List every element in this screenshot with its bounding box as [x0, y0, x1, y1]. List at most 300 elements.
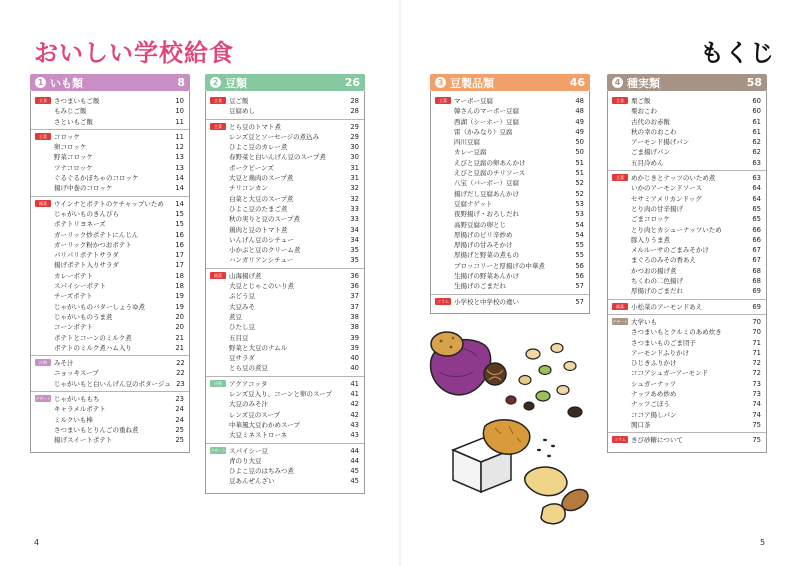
toc-entry[interactable]: [631, 410, 766, 420]
section-tag-label: コラム: [612, 436, 628, 443]
recipe-title: ごま揚げパン: [631, 148, 670, 157]
recipe-page: 32: [350, 184, 359, 193]
recipe-page: 53: [575, 199, 584, 208]
section-tag-label: 主菜: [210, 123, 226, 130]
recipe-page: 69: [752, 287, 761, 296]
recipe-title: セサミアメリカンドッグ: [631, 194, 702, 203]
section-tag-label: 副菜: [35, 200, 51, 207]
toc-entry[interactable]: [631, 117, 766, 127]
toc-entry[interactable]: [229, 291, 364, 301]
recipe-title: 青のり大豆: [229, 456, 262, 465]
toc-section: [31, 356, 189, 392]
recipe-title: 大豆みそ: [229, 302, 255, 311]
recipe-title: ウインナとポテトのケチャップいため: [54, 199, 164, 208]
toc-entry[interactable]: [454, 158, 589, 168]
recipe-title: 雷（かみなり）豆腐: [454, 127, 513, 136]
toc-entry[interactable]: [454, 297, 589, 307]
toc-entry[interactable]: [54, 132, 189, 142]
recipe-title: メルルーサのごまみそかけ: [631, 246, 709, 255]
recipe-page: 37: [350, 302, 359, 311]
category-page: 26: [344, 76, 360, 89]
section-tag: [612, 436, 628, 445]
recipe-title: 小学校と中学校の違い: [454, 297, 519, 306]
recipe-page: 25: [175, 436, 184, 445]
book-title: おいしい学校給食: [34, 39, 234, 67]
toc-entry[interactable]: [454, 240, 589, 250]
toc-entry[interactable]: [454, 127, 589, 137]
section-tag-label: 主菜: [435, 97, 451, 104]
recipe-page: 41: [350, 390, 359, 399]
category-page: 58: [746, 76, 762, 89]
toc-entry[interactable]: [229, 333, 364, 343]
toc-entry[interactable]: [54, 394, 189, 404]
toc-entry[interactable]: [229, 399, 364, 409]
recipe-title: ごまコロッケ: [631, 215, 670, 224]
recipe-page: 44: [350, 446, 359, 455]
recipe-page: 19: [175, 292, 184, 301]
recipe-page: 28: [350, 97, 359, 105]
section-tag: [210, 380, 226, 441]
recipe-title: ポークビーンズ: [229, 163, 274, 172]
recipe-page: 71: [752, 338, 761, 347]
recipe-page: 54: [575, 220, 584, 229]
toc-entry[interactable]: [54, 106, 189, 116]
recipe-page: 12: [175, 143, 184, 152]
toc-entry[interactable]: [631, 214, 766, 224]
toc-entry[interactable]: [631, 235, 766, 245]
recipe-page: 40: [350, 364, 359, 373]
recipe-title: 野菜コロッケ: [54, 153, 93, 162]
section-tag: [35, 200, 51, 353]
recipe-page: 75: [752, 436, 761, 445]
toc-entry[interactable]: [454, 281, 589, 291]
toc-entry[interactable]: [54, 291, 189, 301]
section-tag: [35, 133, 51, 194]
section-tag: [35, 97, 51, 127]
recipe-page: 43: [350, 431, 359, 440]
toc-section: [31, 94, 189, 130]
toc-entry[interactable]: [454, 220, 589, 230]
section-tag: [35, 395, 51, 445]
toc-entry[interactable]: [229, 420, 364, 430]
recipe-page: 70: [752, 328, 761, 337]
toc-entry[interactable]: [631, 106, 766, 116]
category-number: 4: [612, 77, 623, 88]
toc-entry[interactable]: [631, 368, 766, 378]
toc-entry[interactable]: [54, 415, 189, 425]
toc-entry[interactable]: [54, 343, 189, 353]
recipe-page: 62: [752, 138, 761, 147]
toc-entry[interactable]: [54, 425, 189, 435]
recipe-title: きび砂糖について: [631, 436, 683, 445]
toc-entry[interactable]: [54, 358, 190, 368]
toc-entry[interactable]: [229, 245, 364, 255]
recipe-title: 豚入りうま煮: [631, 235, 670, 244]
section-tag-label: 主菜: [612, 174, 628, 181]
recipe-page: 68: [752, 266, 761, 275]
toc-entry[interactable]: [631, 317, 766, 327]
toc-entry[interactable]: [454, 96, 589, 106]
potato-icon: [431, 332, 463, 356]
recipe-title: 栗おこわ: [631, 107, 657, 116]
recipe-page: 19: [175, 302, 184, 311]
recipe-page: 74: [752, 400, 761, 409]
toc-entry[interactable]: [631, 147, 766, 157]
toc-entry[interactable]: [54, 271, 189, 281]
recipe-page: 18: [175, 271, 184, 280]
recipe-title: じゃがいものバターしょうゆ煮: [54, 302, 145, 311]
toc-entry[interactable]: [229, 379, 364, 389]
recipe-title: さつまいもご飯: [54, 97, 100, 105]
toc-entry[interactable]: [229, 281, 364, 291]
toc-entry[interactable]: [54, 209, 189, 219]
recipe-title: まぐろのみその香あえ: [631, 256, 696, 265]
recipe-title: いかのアーモンドソース: [631, 184, 702, 193]
recipe-page: 57: [575, 297, 584, 306]
toc-entry[interactable]: [54, 230, 189, 240]
toc-entry[interactable]: [229, 142, 364, 152]
recipe-page: 18: [175, 282, 184, 291]
toc-entry[interactable]: [631, 173, 766, 183]
recipe-page: 34: [350, 225, 359, 234]
recipe-title: 豆ご飯: [229, 97, 249, 105]
recipe-title: スパイシーポテト: [54, 282, 106, 291]
toc-entry[interactable]: [54, 142, 189, 152]
recipe-page: 49: [575, 117, 584, 126]
recipe-title: チーズポテト: [54, 292, 93, 301]
toc-entry[interactable]: [631, 245, 766, 255]
recipe-page: 24: [175, 405, 184, 414]
recipe-page: 20: [175, 312, 184, 321]
recipe-title: 煮豆: [229, 312, 242, 321]
recipe-title: さつまいもとりんごの重ね煮: [54, 425, 139, 434]
recipe-title: 高野豆腐の卵とじ: [454, 220, 506, 229]
toc-entry[interactable]: [229, 194, 364, 204]
toc-entry[interactable]: [631, 96, 766, 106]
toc-entry[interactable]: [229, 476, 364, 486]
category-number: 1: [35, 77, 46, 88]
toc-entry[interactable]: [229, 173, 364, 183]
toc-entry[interactable]: [454, 250, 589, 260]
toc-entry[interactable]: [229, 389, 364, 399]
section-tag: [612, 318, 628, 430]
recipe-title: じゃがいものきんぴら: [54, 209, 119, 218]
toc-entry[interactable]: [54, 333, 189, 343]
recipe-title: かつおの揚げ煮: [631, 266, 677, 275]
recipe-title: ポテトのミルク煮ハム入り: [54, 343, 132, 352]
toc-entry[interactable]: [454, 261, 589, 271]
recipe-title: アーモンド揚げパン: [631, 138, 690, 147]
toc-entry[interactable]: [229, 225, 364, 235]
toc-entry[interactable]: [229, 183, 364, 193]
toc-entry[interactable]: [631, 358, 766, 368]
toc-entry[interactable]: [229, 322, 364, 332]
toc-entry[interactable]: [631, 137, 766, 147]
recipe-title: ガーリック粉かつおポテト: [54, 240, 132, 249]
toc-entry[interactable]: [54, 240, 189, 250]
recipe-title: レンズ豆とソーセージの煮込み: [229, 132, 320, 141]
recipe-title: 四川豆腐: [454, 138, 480, 147]
toc-entry[interactable]: [229, 430, 364, 440]
recipe-title: ひよこ豆のカレー煮: [229, 143, 288, 152]
toc-column-imo: [30, 74, 190, 453]
toc-entry[interactable]: [54, 96, 189, 106]
section-tag: [210, 447, 226, 487]
page-number-left: 4: [34, 538, 40, 547]
toc-entry[interactable]: [54, 302, 189, 312]
toc-entry[interactable]: [454, 178, 589, 188]
recipe-page: 22: [176, 359, 185, 368]
recipe-page: 52: [575, 179, 584, 188]
recipe-title: シュガーナッツ: [631, 379, 677, 388]
recipe-title: 大豆とじゃこのいり煮: [229, 282, 294, 291]
toc-column-tane: [607, 74, 767, 453]
recipe-page: 67: [752, 256, 761, 265]
toc-entry[interactable]: [54, 199, 189, 209]
recipe-title: 生揚げの野菜あんかけ: [454, 272, 519, 281]
toc-entry[interactable]: [54, 163, 189, 173]
toc-entry[interactable]: [631, 266, 766, 276]
recipe-page: 43: [350, 420, 359, 429]
toc-entry[interactable]: [54, 435, 189, 445]
section-tag: [210, 123, 226, 266]
toc-entry[interactable]: [229, 446, 364, 456]
toc-entry[interactable]: [454, 230, 589, 240]
toc-entry[interactable]: [454, 106, 589, 116]
toc-entry[interactable]: [631, 194, 766, 204]
toc-entry[interactable]: [454, 209, 589, 219]
recipe-page: 60: [752, 97, 761, 105]
section-tag-label: 副菜: [612, 303, 628, 310]
toc-entry[interactable]: [631, 435, 766, 445]
section-tag-label: 副菜: [210, 272, 226, 279]
toc-section: [608, 171, 766, 300]
section-tag-label: 主菜: [35, 133, 51, 140]
recipe-title: 揚げスイートポテト: [54, 436, 113, 445]
section-tag: [35, 359, 51, 389]
toc-entry[interactable]: [54, 404, 189, 414]
recipe-page: 56: [575, 261, 584, 270]
category-title: 種実類: [627, 76, 660, 90]
toc-entry[interactable]: [631, 338, 766, 348]
toc-entry[interactable]: [454, 137, 589, 147]
recipe-page: 45: [350, 477, 359, 486]
recipe-page: 37: [350, 292, 359, 301]
recipe-title: 大豆のみそ汁: [229, 400, 268, 409]
recipe-page: 72: [752, 359, 761, 368]
recipe-title: 古代のお赤飯: [631, 117, 670, 126]
recipe-title: ガーリック炒ポテトにんじん: [54, 230, 139, 239]
recipe-title: マーボー豆腐: [454, 97, 493, 105]
toc-entry[interactable]: [454, 189, 589, 199]
toc-entry[interactable]: [631, 204, 766, 214]
recipe-title: レンズ豆入り、コーンと卵のスープ: [229, 390, 332, 399]
recipe-title: 小松菜のアーモンドあえ: [631, 302, 703, 311]
recipe-title: コロッケ: [54, 132, 80, 141]
toc-entry[interactable]: [54, 312, 189, 322]
recipe-page: 55: [575, 251, 584, 260]
recipe-page: 51: [575, 169, 584, 178]
toc-entry[interactable]: [631, 127, 766, 137]
recipe-page: 24: [175, 415, 184, 424]
recipe-page: 48: [575, 97, 584, 105]
toc-entry[interactable]: [229, 96, 364, 106]
recipe-page: 66: [752, 225, 761, 234]
toc-entry[interactable]: [631, 158, 766, 168]
toc-entry[interactable]: [229, 122, 364, 132]
recipe-title: とり肉とカシューナッツいため: [631, 225, 722, 234]
recipe-page: 63: [752, 174, 761, 183]
recipe-page: 71: [752, 348, 761, 357]
toc-column-mame: [205, 74, 365, 494]
category-body: [607, 91, 767, 453]
sesame-seeds-icon: [537, 439, 555, 457]
toc-section: [31, 130, 189, 197]
recipe-title: ちくわの二色揚げ: [631, 277, 683, 286]
toc-section: [608, 433, 766, 447]
toc-entry[interactable]: [631, 183, 766, 193]
toc-entry[interactable]: [631, 302, 766, 312]
toc-entry[interactable]: [631, 327, 766, 337]
recipe-page: 64: [752, 194, 761, 203]
toc-entry[interactable]: [54, 281, 189, 291]
toc-entry[interactable]: [229, 302, 364, 312]
recipe-page: 41: [350, 379, 359, 388]
page-gutter: [399, 0, 401, 566]
toc-entry[interactable]: [229, 353, 364, 363]
category-header: [607, 74, 767, 91]
recipe-page: 30: [350, 153, 359, 162]
recipe-title: 揚げ中巻のコロッケ: [54, 184, 113, 193]
toc-section: [206, 94, 364, 120]
toc-entry[interactable]: [631, 276, 766, 286]
recipe-title: ナッツごぼう: [631, 400, 670, 409]
recipe-title: ポテトリヨネーズ: [54, 220, 106, 229]
toc-entry[interactable]: [631, 255, 766, 265]
toc-entry[interactable]: [54, 173, 189, 183]
toc-entry[interactable]: [454, 271, 589, 281]
recipe-title: 大学いも: [631, 317, 657, 326]
recipe-page: 38: [350, 323, 359, 332]
toc-entry[interactable]: [631, 348, 766, 358]
food-illustration: [425, 322, 595, 532]
toc-entry[interactable]: [631, 389, 766, 399]
toc-entry[interactable]: [229, 214, 364, 224]
toc-entry[interactable]: [631, 225, 766, 235]
toc-entry[interactable]: [229, 204, 364, 214]
recipe-title: ぶどう豆: [229, 292, 255, 301]
recipe-title: 韓さんのマーボー豆腐: [454, 107, 519, 116]
recipe-page: 21: [175, 333, 184, 342]
toc-entry[interactable]: [229, 235, 364, 245]
toc-entry[interactable]: [454, 147, 589, 157]
recipe-page: 45: [350, 467, 359, 476]
toc-entry[interactable]: [229, 410, 364, 420]
toc-entry[interactable]: [631, 399, 766, 409]
recipe-title: みそ汁: [54, 359, 74, 368]
toc-entry[interactable]: [631, 379, 766, 389]
category-title: 豆製品類: [450, 76, 494, 90]
recipe-page: 30: [350, 143, 359, 152]
toc-entry[interactable]: [229, 312, 364, 322]
section-tag-label: デザート: [210, 447, 226, 453]
toc-entry[interactable]: [631, 420, 766, 430]
toc-entry[interactable]: [54, 260, 189, 270]
toc-entry[interactable]: [229, 255, 364, 265]
toc-section: [206, 269, 364, 377]
recipe-page: 14: [175, 199, 184, 208]
recipe-page: 68: [752, 277, 761, 286]
recipe-page: 61: [752, 127, 761, 136]
category-body: [430, 91, 590, 314]
recipe-page: 17: [175, 261, 184, 270]
toc-entry[interactable]: [229, 363, 364, 373]
recipe-page: 33: [350, 204, 359, 213]
category-title: いも類: [50, 76, 83, 90]
recipe-title: もみじご飯: [54, 107, 87, 116]
toc-entry[interactable]: [229, 271, 364, 281]
toc-entry[interactable]: [229, 106, 364, 116]
recipe-page: 63: [752, 158, 761, 167]
toc-entry[interactable]: [229, 466, 364, 476]
recipe-page: 73: [752, 379, 761, 388]
recipe-page: 57: [575, 282, 584, 291]
recipe-page: 44: [350, 456, 359, 465]
category-page: 46: [569, 76, 585, 89]
toc-entry[interactable]: [229, 343, 364, 353]
category-header: [205, 74, 365, 91]
section-tag: [210, 272, 226, 374]
toc-entry[interactable]: [54, 322, 189, 332]
recipe-title: めかじきとナッツのいため煮: [631, 174, 716, 183]
toc-entry[interactable]: [54, 117, 189, 127]
recipe-page: 53: [575, 210, 584, 219]
recipe-title: ココア揚しパン: [631, 410, 677, 419]
toc-entry[interactable]: [631, 286, 766, 296]
recipe-page: 13: [175, 153, 184, 162]
toc-entry[interactable]: [54, 379, 190, 389]
toc-entry[interactable]: [454, 168, 589, 178]
recipe-title: 揚げポテト入りサラダ: [54, 261, 119, 270]
toc-entry[interactable]: [229, 132, 364, 142]
toc-entry[interactable]: [229, 152, 364, 162]
toc-entry[interactable]: [54, 183, 189, 193]
section-tag: [210, 97, 226, 117]
category-body: [205, 91, 365, 494]
recipe-title: 揚げだし豆腐あんかけ: [454, 189, 519, 198]
toc-entry[interactable]: [54, 152, 189, 162]
recipe-page: 10: [175, 97, 184, 105]
toc-section: [31, 392, 189, 447]
toc-entry[interactable]: [54, 250, 189, 260]
recipe-page: 51: [575, 158, 584, 167]
recipe-page: 25: [175, 425, 184, 434]
toc-entry[interactable]: [454, 117, 589, 127]
toc-entry[interactable]: [454, 199, 589, 209]
recipe-title: 山海揚げ煮: [229, 271, 262, 280]
toc-entry[interactable]: [229, 456, 364, 466]
recipe-page: 35: [350, 246, 359, 255]
recipe-title: 豆サラダ: [229, 354, 255, 363]
recipe-title: ひじきふりかけ: [631, 359, 677, 368]
toc-entry[interactable]: [229, 163, 364, 173]
recipe-page: 28: [350, 107, 359, 116]
toc-entry[interactable]: [54, 368, 190, 378]
toc-entry[interactable]: [54, 219, 189, 229]
recipe-title: 春野菜と白いんげん豆のスープ煮: [229, 153, 326, 162]
recipe-page: 16: [175, 230, 184, 239]
toc-section: [608, 94, 766, 171]
